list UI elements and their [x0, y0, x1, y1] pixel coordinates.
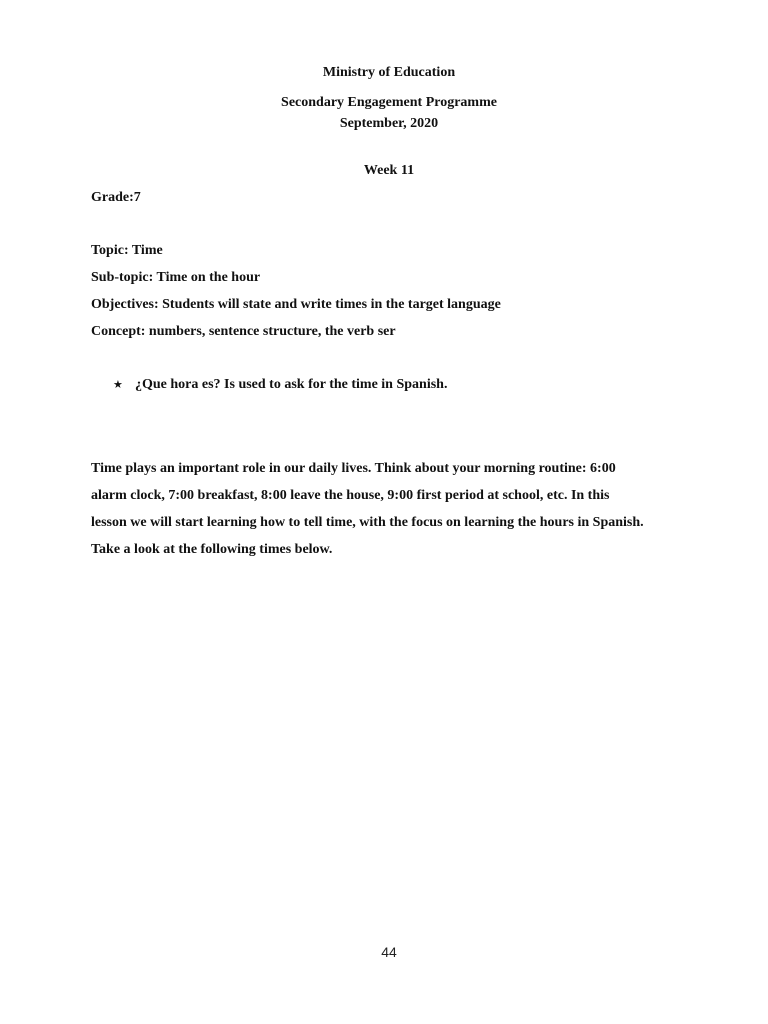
- concept-line: Concept: numbers, sentence structure, the verb ser: [91, 324, 396, 339]
- intro-paragraph: [91, 455, 711, 563]
- paragraph-line: lesson we will start learning how to tell time, with the focus on learning the hours in Spanish.: [91, 515, 644, 530]
- page-number: 44: [381, 944, 397, 960]
- week-heading: Week 11: [363, 163, 415, 178]
- paragraph-line: Time plays an important role in our daily lives. Think about your morning routine: 6:00: [91, 461, 616, 476]
- paragraph-line: alarm clock, 7:00 breakfast, 8:00 leave the house, 9:00 first period at school, etc. In this: [91, 488, 610, 503]
- programme-heading: Secondary Engagement Programme: [281, 95, 497, 110]
- ministry-heading: Ministry of Education: [322, 65, 456, 80]
- objectives-line: Objectives: Students will state and write times in the target language: [91, 297, 501, 312]
- star-icon: ★: [113, 378, 123, 391]
- topic-line: Topic: Time: [91, 243, 163, 258]
- bullet-text: ¿Que hora es? Is used to ask for the time in Spanish.: [135, 377, 448, 392]
- bullet-item: [113, 377, 447, 393]
- grade-line: Grade:7: [91, 190, 141, 205]
- subtopic-line: Sub-topic: Time on the hour: [91, 270, 261, 285]
- date-heading: September, 2020: [339, 116, 439, 131]
- paragraph-line: Take a look at the following times below.: [91, 542, 333, 557]
